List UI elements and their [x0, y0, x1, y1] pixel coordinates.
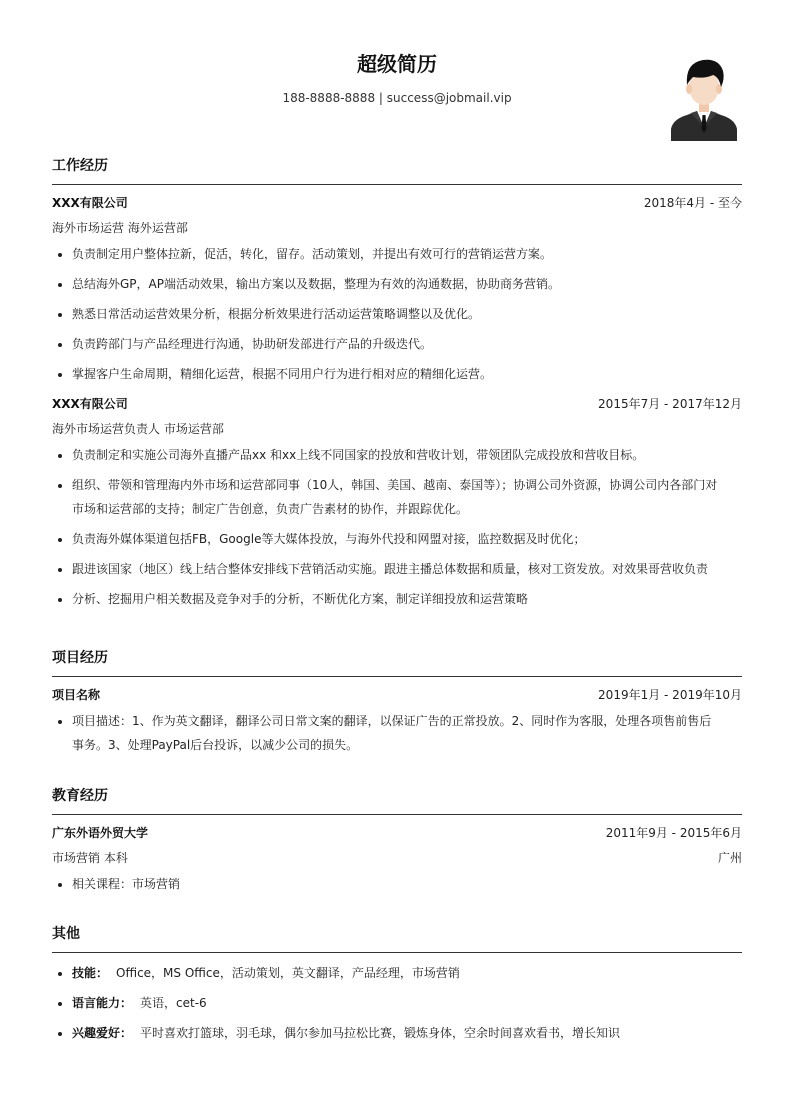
- avatar: [669, 55, 739, 141]
- list-item: • 分析、挖掘用户相关数据及竞争对手的分析，不断优化方案，制定详细投放和运营策略: [72, 587, 742, 611]
- job-bullets: [52, 242, 742, 386]
- list-item: • 负责制定和实施公司海外直播产品xx 和xx上线不同国家的投放和营收计划，带领团队完成投放和营收目标。: [72, 443, 742, 467]
- job-header: [52, 195, 742, 211]
- skills-label: 技能：: [72, 966, 109, 980]
- skills-value: Office，MS Office，活动策划，英文翻译，产品经理，市场营销: [116, 966, 460, 980]
- list-item: • 跟进该国家（地区）线上结合整体安排线下营销活动实施。跟进主播总体数据和质量，核对工资发放。对效果哥营收负责: [72, 557, 742, 581]
- list-item: [72, 991, 742, 1015]
- project-date: 2019年1月 - 2019年10月: [598, 688, 742, 702]
- job-header: [52, 396, 742, 412]
- education-detail-row: [52, 850, 742, 866]
- education-major: 市场营销 本科: [52, 851, 128, 865]
- project-bullets: [52, 709, 742, 757]
- list-item: [72, 961, 742, 985]
- company-name: XXX有限公司: [52, 196, 128, 210]
- section-title-project: 项目经历: [52, 648, 742, 677]
- education-date: 2011年9月 - 2015年6月: [605, 826, 742, 840]
- list-item: • 负责海外媒体渠道包括FB，Google等大媒体投放，与海外代投和网盟对接，监控数据及时优化；: [72, 527, 742, 551]
- resume-header: [52, 50, 742, 106]
- list-item: • 组织、带领和管理海内外市场和运营部同事（10人，韩国、美国、越南、泰国等）；协调公司外资源，协调公司内各部门对市场和运营部的支持；制定广告创意，负责广告素材的协作，并跟踪优化。: [72, 473, 742, 521]
- list-item: • 负责跨部门与产品经理进行沟通，协助研发部进行产品的升级迭代。: [72, 332, 742, 356]
- job-date: 2018年4月 - 至今: [643, 196, 742, 210]
- section-title-education: 教育经历: [52, 786, 742, 815]
- education-section: [52, 786, 742, 896]
- section-title-other: 其他: [52, 924, 742, 953]
- job-role: 海外市场运营负责人 市场运营部: [52, 422, 224, 436]
- other-bullets: [52, 961, 742, 1045]
- hobbies-label: 兴趣爱好：: [72, 1026, 133, 1040]
- education-header: [52, 825, 742, 841]
- project-name: 项目名称: [52, 688, 101, 702]
- job-role-row: [52, 220, 742, 236]
- education-bullets: [52, 872, 742, 896]
- job-bullets: [52, 443, 742, 611]
- list-item: • 掌握客户生命周期，精细化运营，根据不同用户行为进行相对应的精细化运营。: [72, 362, 742, 386]
- hobbies-value: 平时喜欢打篮球，羽毛球，偶尔参加马拉松比赛，锻炼身体，空余时间喜欢看书，增长知识: [140, 1026, 621, 1040]
- other-section: [52, 924, 742, 1045]
- school-name: 广东外语外贸大学: [52, 826, 149, 840]
- job-role-row: [52, 421, 742, 437]
- contact-info: 188-8888-8888 | success@jobmail.vip: [282, 91, 512, 105]
- job-role: 海外市场运营 海外运营部: [52, 221, 188, 235]
- language-value: 英语，cet-6: [140, 996, 207, 1010]
- section-title-work: 工作经历: [52, 156, 742, 185]
- resume-title: 超级简历: [357, 52, 437, 76]
- education-location: 广州: [717, 851, 742, 865]
- project-section: [52, 648, 742, 757]
- language-label: 语言能力：: [72, 996, 133, 1010]
- list-item: • 相关课程：市场营销: [72, 872, 742, 896]
- job-date: 2015年7月 - 2017年12月: [598, 397, 742, 411]
- list-item: • 总结海外GP，AP端活动效果，输出方案以及数据，整理为有效的沟通数据，协助商务营销。: [72, 272, 742, 296]
- company-name: XXX有限公司: [52, 397, 128, 411]
- work-section: [52, 156, 742, 611]
- project-header: [52, 687, 742, 703]
- list-item: • 项目描述：1、作为英文翻译，翻译公司日常文案的翻译，以保证广告的正常投放。2、同时作为客服，处理各项售前售后事务。3、处理PayPal后台投诉，以减少公司的损失。: [72, 709, 742, 757]
- list-item: • 负责制定用户整体拉新，促活，转化，留存。活动策划，并提出有效可行的营销运营方案。: [72, 242, 742, 266]
- list-item: [72, 1021, 742, 1045]
- list-item: • 熟悉日常活动运营效果分析，根据分析效果进行活动运营策略调整以及优化。: [72, 302, 742, 326]
